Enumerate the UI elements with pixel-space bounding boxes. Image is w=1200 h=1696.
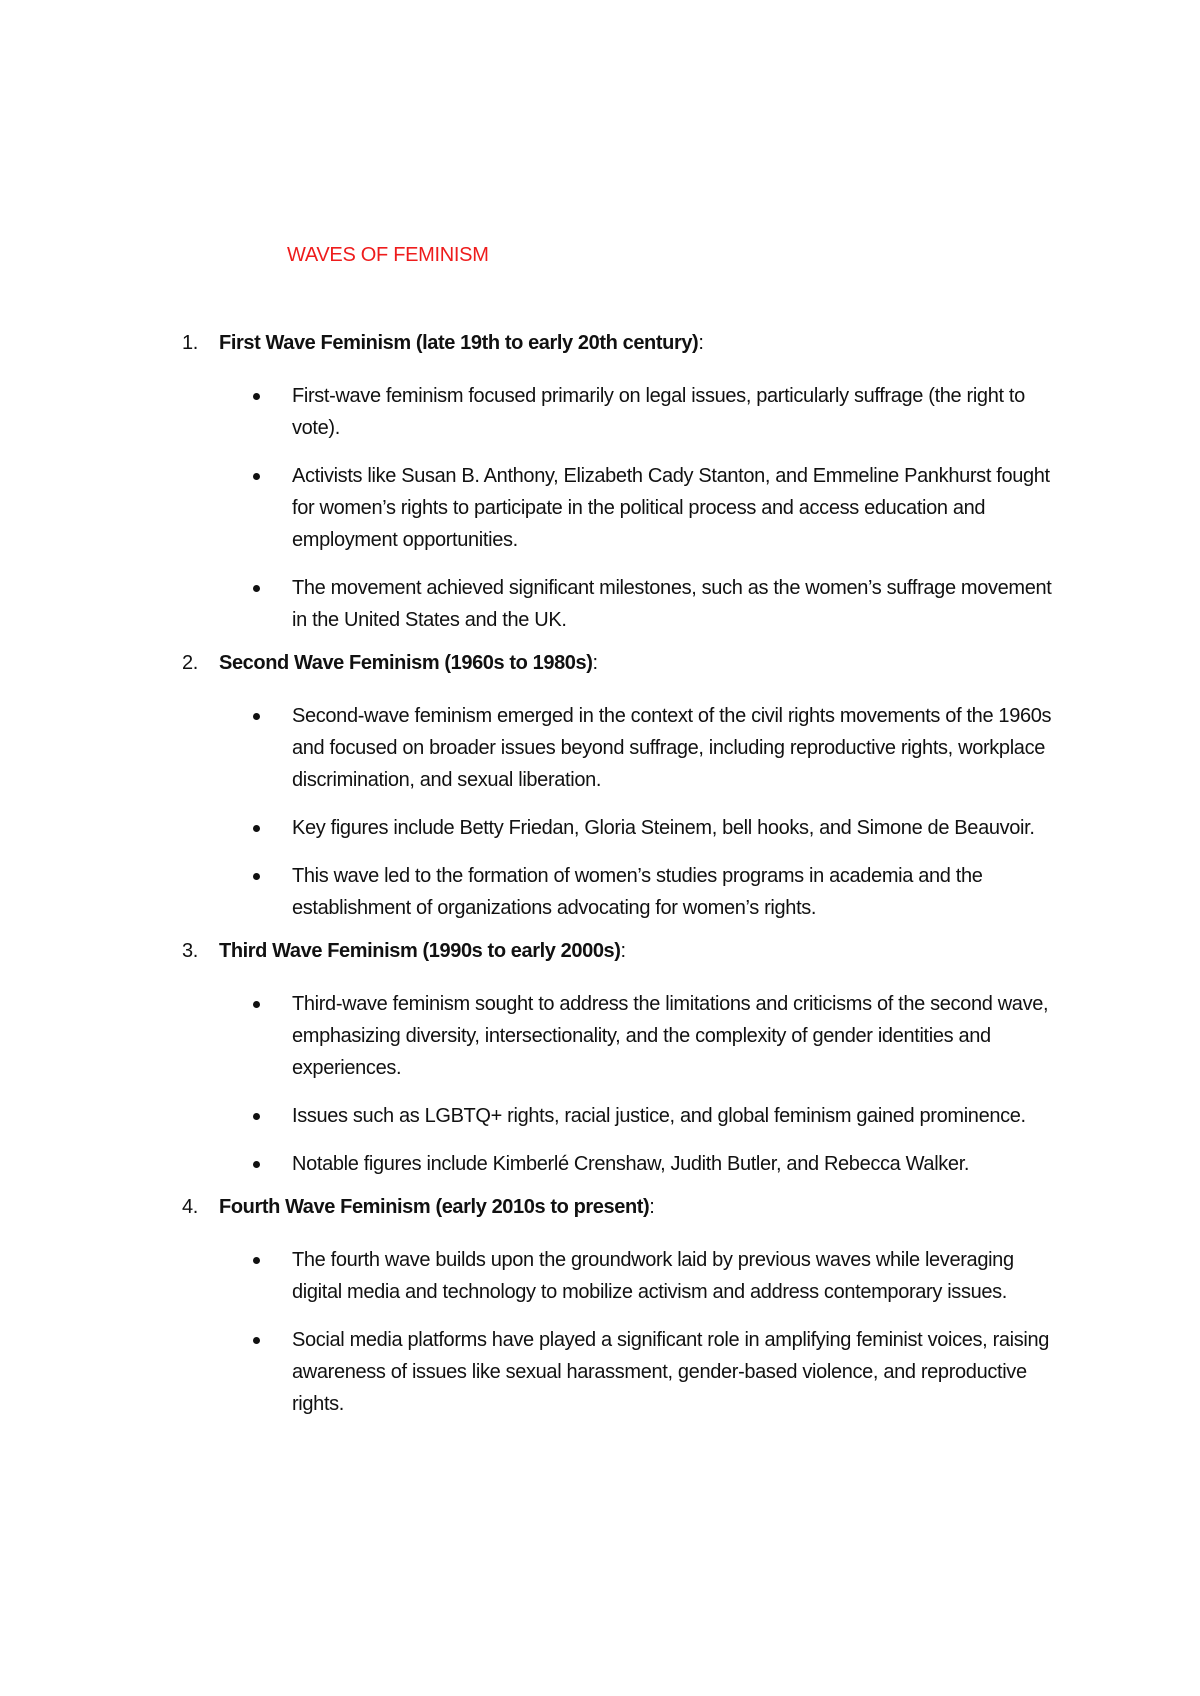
- bullet-text: Notable figures include Kimberlé Crenshaw, Judith Butler, and Rebecca Walker.: [292, 1153, 970, 1175]
- bullet-dot-icon: [253, 1001, 260, 1008]
- bullet-dot-icon: [253, 585, 260, 592]
- bullet-item: [0, 1100, 1062, 1132]
- section-title-line: [219, 1196, 654, 1219]
- section-third-wave: [0, 940, 1200, 1180]
- bullet-text: The movement achieved significant milestones, such as the women’s suffrage movement in the United States and the UK.: [292, 577, 1052, 631]
- bullet-item: [0, 572, 1062, 636]
- section-title-line: [219, 652, 598, 675]
- section-number: 3.: [182, 940, 198, 962]
- bullet-dot-icon: [253, 825, 260, 832]
- bullet-text: Key figures include Betty Friedan, Gloria Steinem, bell hooks, and Simone de Beauvoir.: [292, 817, 1035, 839]
- section-colon: :: [592, 652, 598, 674]
- bullet-item: [0, 860, 1062, 924]
- bullet-text: Issues such as LGBTQ+ rights, racial justice, and global feminism gained prominence.: [292, 1105, 1026, 1127]
- section-first-wave: [0, 332, 1200, 636]
- bullet-item: [0, 812, 1062, 844]
- bullet-text: First-wave feminism focused primarily on legal issues, particularly suffrage (the right to vote).: [292, 385, 1025, 439]
- bullet-dot-icon: [253, 873, 260, 880]
- section-title: Second Wave Feminism (1960s to 1980s): [219, 652, 593, 674]
- bullet-item: [0, 380, 1062, 444]
- bullet-text: Second-wave feminism emerged in the context of the civil rights movements of the 1960s and focused on broader issues beyond suffrage, including reproductive rights, workplace discrimination, and sexual liberation.: [292, 705, 1052, 791]
- bullet-list: [0, 988, 1200, 1180]
- bullet-item: [0, 700, 1062, 796]
- page-title: WAVES OF FEMINISM: [287, 244, 489, 266]
- section-colon: :: [698, 332, 704, 354]
- section-number: 1.: [182, 332, 198, 354]
- bullet-item: [0, 460, 1062, 556]
- bullet-dot-icon: [253, 473, 260, 480]
- bullet-dot-icon: [253, 393, 260, 400]
- bullet-list: [0, 380, 1200, 636]
- section-title: First Wave Feminism (late 19th to early 20th century): [219, 332, 699, 354]
- section-number: 2.: [182, 652, 198, 674]
- bullet-dot-icon: [253, 1257, 260, 1264]
- bullet-text: Activists like Susan B. Anthony, Elizabeth Cady Stanton, and Emmeline Pankhurst fought for women’s rights to participate in the political process and access education and employment opportunities.: [292, 465, 1050, 551]
- bullet-list: [0, 1244, 1200, 1420]
- section-colon: :: [649, 1196, 655, 1218]
- section-colon: :: [620, 940, 626, 962]
- bullet-text: The fourth wave builds upon the groundwork laid by previous waves while leveraging digital media and technology to mobilize activism and address contemporary issues.: [292, 1249, 1014, 1303]
- section-number: 4.: [182, 1196, 198, 1218]
- bullet-dot-icon: [253, 1113, 260, 1120]
- section-title-line: [219, 332, 704, 355]
- section-heading: [0, 940, 1200, 972]
- section-fourth-wave: [0, 1196, 1200, 1420]
- bullet-list: [0, 700, 1200, 924]
- bullet-text: Third-wave feminism sought to address the limitations and criticisms of the second wave, emphasizing diversity, intersectionality, and the complexity of gender identities and experiences.: [292, 993, 1049, 1079]
- section-title: Fourth Wave Feminism (early 2010s to present): [219, 1196, 650, 1218]
- section-title-line: [219, 940, 626, 963]
- section-heading: [0, 1196, 1200, 1228]
- section-heading: [0, 332, 1200, 364]
- bullet-dot-icon: [253, 1337, 260, 1344]
- bullet-text: Social media platforms have played a significant role in amplifying feminist voices, raising awareness of issues like sexual harassment, gender-based violence, and reproductive rights.: [292, 1329, 1050, 1415]
- bullet-item: [0, 1148, 1062, 1180]
- bullet-text: This wave led to the formation of women’s studies programs in academia and the establishment of organizations advocating for women’s rights.: [292, 865, 983, 919]
- section-heading: [0, 652, 1200, 684]
- bullet-item: [0, 1244, 1062, 1308]
- bullet-dot-icon: [253, 713, 260, 720]
- bullet-dot-icon: [253, 1161, 260, 1168]
- section-second-wave: [0, 652, 1200, 924]
- sections-list: [0, 332, 1200, 1436]
- bullet-item: [0, 988, 1062, 1084]
- bullet-item: [0, 1324, 1062, 1420]
- section-title: Third Wave Feminism (1990s to early 2000s): [219, 940, 621, 962]
